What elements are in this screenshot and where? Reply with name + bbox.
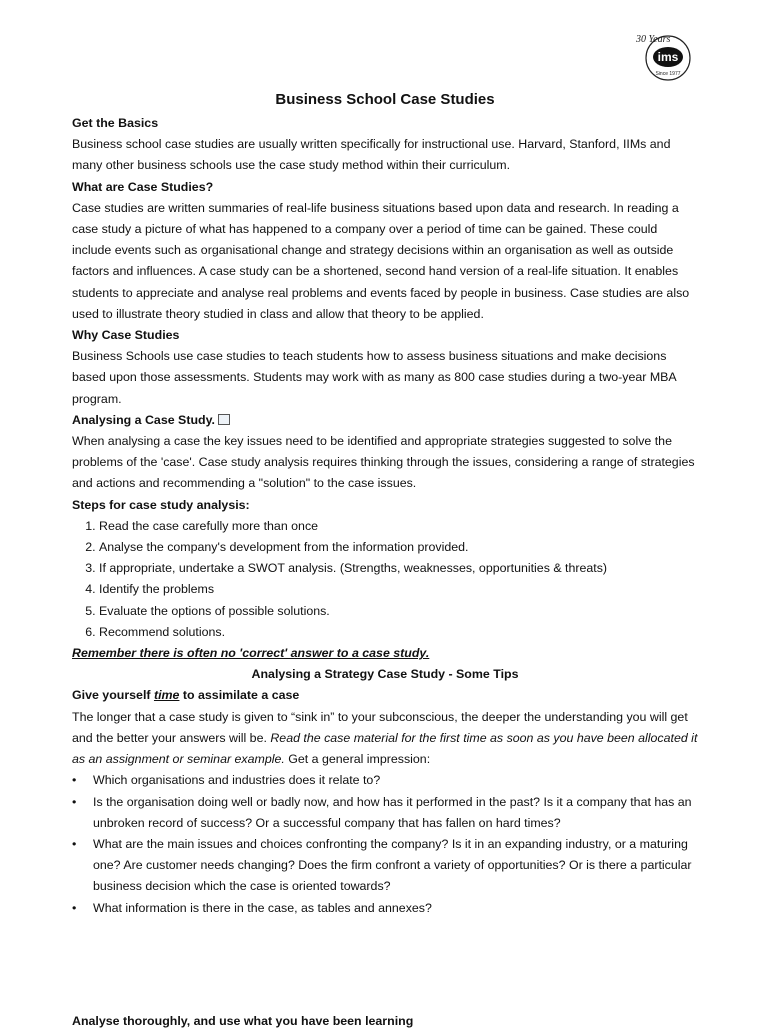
list-item: • What are the main issues and choices confronting the company? Is it in an expanding industry, or a maturing one? Are customer needs changing? Does the firm confront a variety of opportunities? Or is there a particular business decision which the case is oriented towards? — [93, 834, 698, 898]
what-heading: What are Case Studies? — [72, 179, 214, 194]
logo-bottom-text: Since 1977 — [655, 71, 681, 77]
analysing-heading: Analysing a Case Study. — [72, 412, 215, 427]
cut-off-heading: Analyse thoroughly, and use what you have been learning — [72, 1014, 414, 1028]
give-time: time — [153, 688, 180, 703]
analysing-heading-row — [72, 410, 698, 431]
logo-top-text: 30 Years — [636, 34, 671, 45]
list-item: 4. Identify the problems — [99, 579, 698, 600]
why-heading: Why Case Studies — [72, 328, 180, 343]
give-suffix: to assimilate a case — [179, 688, 300, 703]
list-item: 5. Evaluate the options of possible solutions. — [99, 601, 698, 622]
list-item: 2. Analyse the company's development from the information provided. — [99, 537, 698, 558]
list-item: • Is the organisation doing well or badly now, and how has it performed in the past? Is it a company that has an unbroken record of success? Or a successful company that has fallen on hard times? — [93, 792, 698, 834]
steps-list — [72, 516, 698, 643]
basics-text: Business school case studies are usually written specifically for instructional use. Harvard, Stanford, IIMs and many other business schools use the case study method within their curriculum. — [72, 137, 671, 173]
longer-text-1: The longer that a case study is given to “sink in” to your subconscious, the deeper the understanding you will get and the better your answers will be. — [72, 709, 688, 745]
list-item: • Which organisations and industries does it relate to? — [93, 770, 698, 791]
list-item: 3. If appropriate, undertake a SWOT analysis. (Strengths, weaknesses, opportunities & threats) — [99, 558, 698, 579]
ims-logo — [634, 28, 696, 82]
longer-text-italic: Read the case material for the first time as soon as you have been allocated it as an assignment or seminar example. — [72, 730, 698, 767]
longer-text-2: Get a general impression: — [284, 752, 431, 767]
tips-heading: Analysing a Strategy Case Study - Some Tips — [251, 667, 519, 682]
logo-brand: ims — [657, 50, 679, 64]
steps-heading: Steps for case study analysis: — [72, 497, 250, 512]
list-item: • What information is there in the case, as tables and annexes? — [93, 898, 698, 919]
remember-note: Remember there is often no 'correct' answer to a case study. — [72, 646, 430, 661]
page-title: Business School Case Studies — [275, 91, 495, 108]
analysing-text: When analysing a case the key issues need to be identified and appropriate strategies suggested to solve the problems of the 'case'. Case study analysis requires thinking through the issues, considering a range of strategies and actions and recommending a "solution" to the case issues. — [72, 434, 695, 491]
image-placeholder-icon — [218, 414, 230, 425]
longer-text — [72, 707, 698, 771]
list-item: 6. Recommend solutions. — [99, 622, 698, 643]
basics-heading: Get the Basics — [72, 116, 159, 130]
list-item: 1. Read the case carefully more than once — [99, 516, 698, 537]
give-heading — [72, 685, 698, 706]
give-prefix: Give yourself — [72, 688, 154, 703]
impression-bullets — [72, 770, 698, 918]
what-text: Case studies are written summaries of real-life business situations based upon data and research. In reading a case study a picture of what has happened to a company over a period of time can be gained. These could include events such as organisational change and strategy decisions within an organisation as well as outside factors and influences. A case study can be a shortened, second hand version of a real-life situation. It enables students to appreciate and analyse real problems and events faced by people in business. Case studies are also used to illustrate theory studied in class and allow that theory to be applied. — [72, 200, 690, 321]
why-text: Business Schools use case studies to teach students how to assess business situations and make decisions based upon those assessments. Students may work with as many as 800 case studies during a two-year MBA program. — [72, 349, 677, 406]
document-body — [72, 88, 698, 919]
